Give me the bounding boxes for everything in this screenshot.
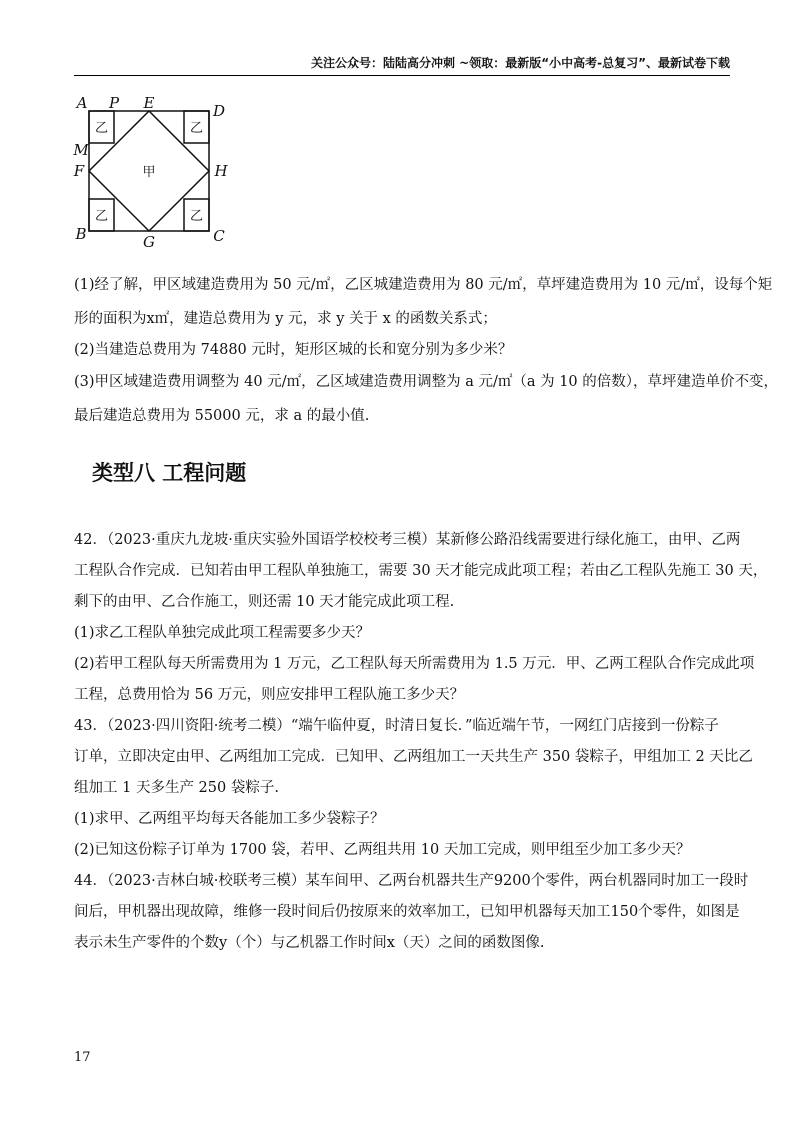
label-B: B: [75, 225, 87, 243]
problem42-line-3: 剩下的由甲、乙合作施工，则还需 10 天才能完成此项工程.: [74, 594, 455, 610]
problem41-line-2: 形的面积为x㎡，建造总费用为 y 元，求 y 关于 x 的函数关系式；: [74, 311, 497, 327]
label-jia: 甲: [142, 165, 156, 180]
page-header: 关注公众号：陆陆高分冲刺 ~领取：最新版“小中高考-总复习”、最新试卷下载: [311, 56, 730, 70]
problem41-line-5: 最后建造总费用为 55000 元，求 a 的最小值.: [74, 408, 370, 424]
problem41-line-4: (3)甲区域建造费用调整为 40 元/㎡，乙区域建造费用调整为 a 元/㎡（a 为 10 的倍数），草坪建造单价不变，: [74, 374, 779, 390]
problem44-line-3: 表示未生产零件的个数y（个）与乙机器工作时间x（天）之间的函数图像.: [74, 935, 545, 951]
section-title: 类型八 工程问题: [92, 461, 247, 485]
problem43-line-3: 组加工 1 天多生产 250 袋粽子.: [74, 780, 279, 796]
page-number: 17: [74, 1050, 91, 1065]
label-H: H: [214, 162, 228, 180]
problem41-line-3: (2)当建造总费用为 74880 元时，矩形区城的长和宽分别为多少米？: [74, 342, 513, 358]
problem42-line-6: 工程，总费用恰为 56 万元，则应安排甲工程队施工多少天？: [74, 687, 465, 703]
label-D: D: [212, 102, 226, 120]
problem42-line-4: (1)求乙工程队单独完成此项工程需要多少天？: [74, 625, 371, 641]
problem43-line-5: (2)已知这份粽子订单为 1700 袋，若甲、乙两组共用 10 天加工完成，则甲组至少加工多少天？: [74, 842, 691, 858]
problem42-line-2: 工程队合作完成．已知若由甲工程队单独施工，需要 30 天才能完成此项工程；若由乙工程队先施工 30 天，: [74, 563, 768, 579]
label-yi-bottom-right: 乙: [189, 209, 204, 224]
problem43-line-4: (1)求甲、乙两组平均每天各能加工多少袋粽子？: [74, 811, 385, 827]
header-rule: [74, 75, 730, 76]
label-P: P: [108, 94, 120, 112]
label-yi-bottom-left: 乙: [94, 209, 109, 224]
problem44-line-1: 44．（2023·吉林白城·校联考三模）某车间甲、乙两台机器共生产9200个零件，两台机器同时加工一段时: [74, 873, 749, 889]
label-G: G: [143, 233, 155, 251]
square-garden-figure: [72, 92, 242, 252]
label-yi-top-right: 乙: [189, 121, 204, 136]
label-yi-top-left: 乙: [94, 121, 109, 136]
problem42-line-5: (2)若甲工程队每天所需费用为 1 万元，乙工程队每天所需费用为 1.5 万元．甲、乙两工程队合作完成此项: [74, 656, 755, 672]
label-A: A: [76, 94, 88, 112]
label-C: C: [213, 227, 225, 245]
problem43-line-2: 订单，立即决定由甲、乙两组加工完成．已知甲、乙两组加工一天共生产 350 袋粽子，甲组加工 2 天比乙: [74, 749, 753, 765]
problem43-line-1: 43．（2023·四川资阳·统考二模）“端午临仲夏，时清日复长．”临近端午节，一网红门店接到一份粽子: [74, 718, 719, 734]
label-E: E: [143, 94, 155, 112]
problem42-line-1: 42．（2023·重庆九龙坡·重庆实验外国语学校校考三模）某新修公路沿线需要进行绿化施工，由甲、乙两: [74, 532, 741, 548]
label-F: F: [73, 162, 85, 180]
problem44-line-2: 间后，甲机器出现故障，维修一段时间后仍按原来的效率加工，已知甲机器每天加工150个零件，如图是: [74, 904, 740, 920]
problem41-line-1: (1)经了解，甲区域建造费用为 50 元/㎡，乙区城建造费用为 80 元/㎡，草坪建造费用为 10 元/㎡，设每个矩: [74, 277, 773, 293]
label-M: M: [73, 141, 89, 159]
